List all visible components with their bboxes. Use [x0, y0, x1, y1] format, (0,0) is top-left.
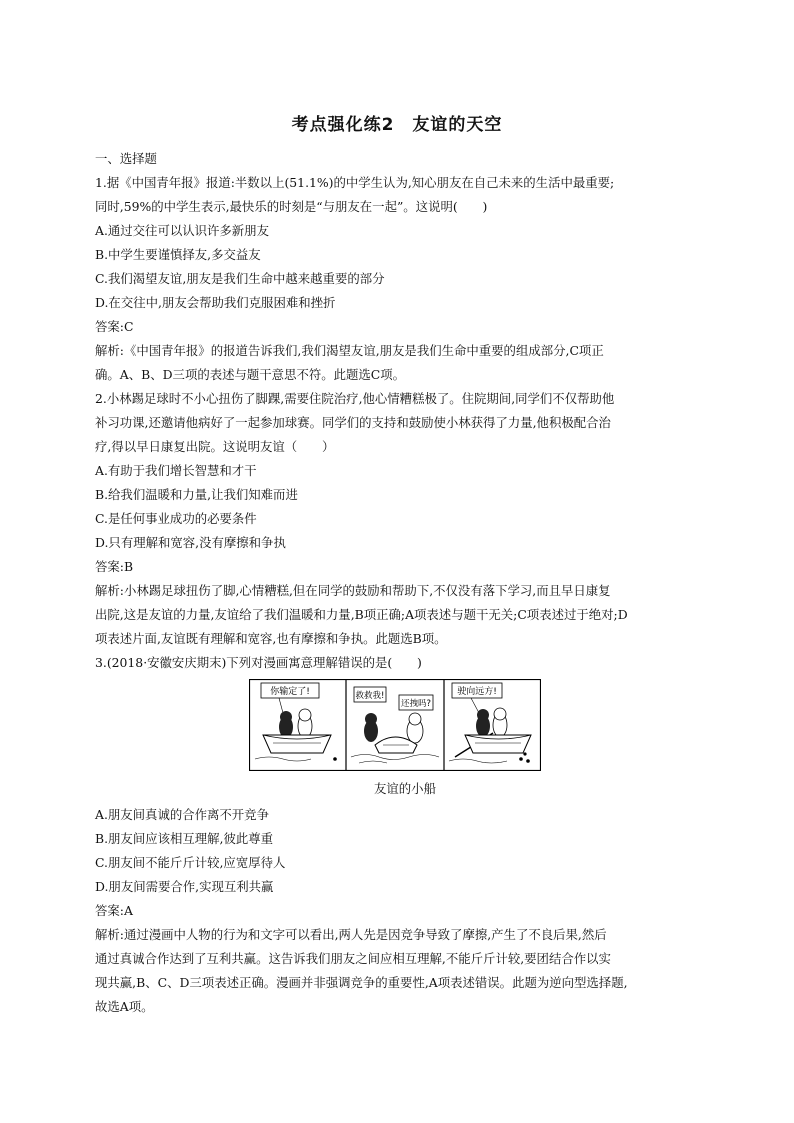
option-b: B.给我们温暖和力量,让我们知难而进: [95, 487, 298, 502]
question-2: [95, 387, 715, 651]
comic-figure: [95, 675, 715, 803]
section-heading: 一、选择题: [95, 151, 157, 166]
analysis-line: 故选A项。: [95, 999, 154, 1014]
option-c: C.朋友间不能斤斤计较,应宽厚待人: [95, 855, 286, 870]
friendship-boat-comic: [249, 679, 541, 771]
page-title: 考点强化练2 友谊的天空: [291, 115, 503, 135]
analysis-line: 出院,这是友谊的力量,友谊给了我们温暖和力量,B项正确;A项表述与题干无关;C项表述过于绝对;D: [95, 607, 628, 622]
speech-bubble-text: 还拽吗?: [400, 699, 432, 709]
option-d: D.朋友间需要合作,实现互利共赢: [95, 879, 274, 894]
answer: 答案:A: [95, 903, 133, 918]
option-b: B.中学生要谨慎择友,多交益友: [95, 247, 261, 262]
analysis-line: 解析:通过漫画中人物的行为和文字可以看出,两人先是因竞争导致了摩擦,产生了不良后果,然后: [95, 927, 607, 942]
question-stem-line: 补习功课,还邀请他病好了一起参加球赛。同学们的支持和鼓励使小林获得了力量,他积极配合治: [95, 415, 611, 430]
question-3: [95, 651, 715, 1019]
analysis-line: 现共赢,B、C、D三项表述正确。漫画并非强调竞争的重要性,A项表述错误。此题为逆向型选择题,: [95, 975, 628, 990]
option-c: C.我们渴望友谊,朋友是我们生命中越来越重要的部分: [95, 271, 385, 286]
analysis-line: 确。A、B、D三项的表述与题干意思不符。此题选C项。: [95, 367, 406, 382]
exercise-content: [95, 147, 715, 1019]
speech-bubble-text: 你输定了!: [270, 687, 310, 697]
option-d: D.在交往中,朋友会帮助我们克服困难和挫折: [95, 295, 336, 310]
question-1: [95, 171, 715, 387]
question-stem-line: 疗,得以早日康复出院。这说明友谊（ ）: [95, 439, 335, 454]
analysis-line: 解析:小林踢足球扭伤了脚,心情糟糕,但在同学的鼓励和帮助下,不仅没有落下学习,而且早日康复: [95, 583, 611, 598]
question-stem-line: 3.(2018·安徽安庆期末)下列对漫画寓意理解错误的是( ): [95, 655, 422, 670]
option-a: A.有助于我们增长智慧和才干: [95, 463, 257, 478]
option-a: A.通过交往可以认识许多新朋友: [95, 223, 269, 238]
option-d: D.只有理解和宽容,没有摩擦和争执: [95, 535, 286, 550]
analysis-line: 解析:《中国青年报》的报道告诉我们,我们渴望友谊,朋友是我们生命中重要的组成部分,C项正: [95, 343, 604, 358]
option-b: B.朋友间应该相互理解,彼此尊重: [95, 831, 274, 846]
analysis-line: 通过真诚合作达到了互利共赢。这告诉我们朋友之间应相互理解,不能斤斤计较,要团结合作以实: [95, 951, 611, 966]
question-stem-line: 1.据《中国青年报》报道:半数以上(51.1%)的中学生认为,知心朋友在自己未来的生活中最重要;: [95, 175, 615, 190]
analysis-line: 项表述片面,友谊既有理解和宽容,也有摩擦和争执。此题选B项。: [95, 631, 447, 646]
answer: 答案:B: [95, 559, 134, 574]
question-stem-line: 2.小林踢足球时不小心扭伤了脚踝,需要住院治疗,他心情糟糕极了。住院期间,同学们不仅帮助他: [95, 391, 615, 406]
speech-bubble-text: 驶向远方!: [457, 687, 497, 697]
speech-bubble-text: 救救我!: [355, 691, 385, 701]
question-stem-line: 同时,59%的中学生表示,最快乐的时刻是“与朋友在一起”。这说明( ): [95, 199, 488, 214]
option-c: C.是任何事业成功的必要条件: [95, 511, 257, 526]
comic-caption: 友谊的小船: [374, 781, 436, 796]
answer: 答案:C: [95, 319, 134, 334]
option-a: A.朋友间真诚的合作离不开竞争: [95, 807, 269, 822]
